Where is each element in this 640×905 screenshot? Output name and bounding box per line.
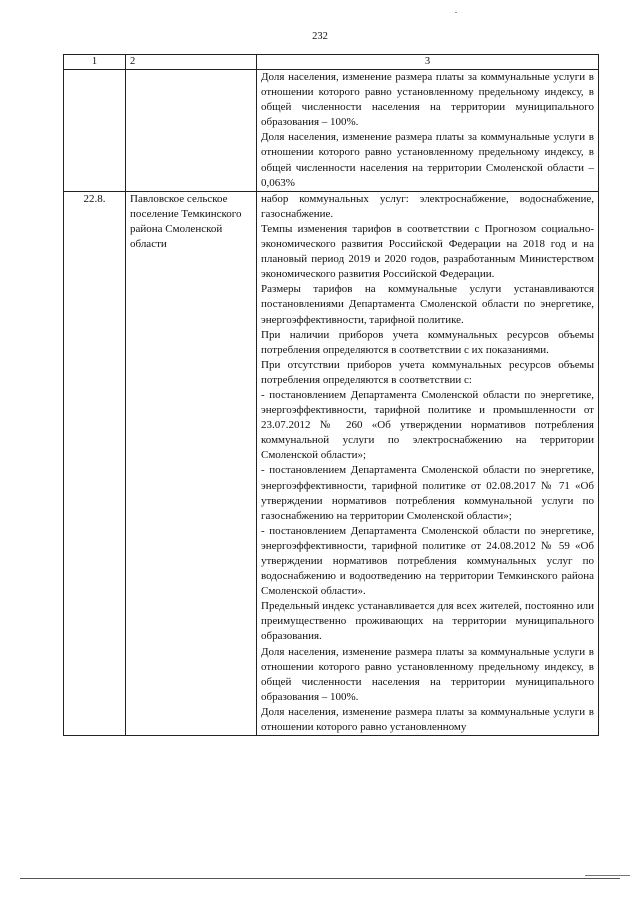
paragraph: набор коммунальных услуг: электроснабжение, водоснабжение, газоснабжение. — [261, 192, 594, 220]
scan-edge-line-right — [585, 875, 630, 876]
paragraph: Предельный индекс устанавливается для всех жителей, постоянно или преимущественно проживающих на территории муниципального образования. — [261, 600, 594, 643]
table-header-row — [64, 55, 599, 70]
column-header-2: 2 — [126, 55, 257, 70]
settlement-cell: Павловское сельское поселение Темкинского района Смоленской области — [126, 191, 257, 735]
document-table — [63, 54, 599, 736]
paragraph: Доля населения, изменение размера платы за коммунальные услуги в отношении которого равно установленному предельному индексу, в общей численности населения на территории муниципального образования – 100%. — [261, 645, 594, 703]
column-header-3: 3 — [257, 55, 599, 70]
table-row-continued — [64, 70, 599, 192]
column-header-1: 1 — [64, 55, 126, 70]
description-cell — [257, 191, 599, 735]
paragraph: Доля населения, изменение размера платы за коммунальные услуги в отношении которого равно установленному предельному индексу, в общей численности населения на территории муниципального образования – 100%. — [261, 71, 594, 129]
row-number-cell: 22.8. — [64, 191, 126, 735]
paragraph: При отсутствии приборов учета коммунальных ресурсов объемы потребления определяются в соответствии с: — [261, 358, 594, 386]
paragraph: Размеры тарифов на коммунальные услуги устанавливаются постановлениями Департамента Смоленской области по энергетике, энергоэффективности, тарифной политике. — [261, 283, 594, 326]
paragraph: - постановлением Департамента Смоленской области по энергетике, энергоэффективности, тарифной политике и промышленности от 23.07.2012 № 260 «Об утверждении нормативов потребления коммунальной услуги по электроснабжению на территории Смоленской области»; — [261, 388, 594, 462]
paragraph: Доля населения, изменение размера платы за коммунальные услуги в отношении которого равно установленному предельному индексу, в общей численности населения на территории Смоленской области – 0,063% — [261, 131, 594, 189]
paragraph: При наличии приборов учета коммунальных ресурсов объемы потребления определяются в соответствии с их показаниями. — [261, 328, 594, 356]
paragraph: - постановлением Департамента Смоленской области по энергетике, энергоэффективности, тарифной политике от 24.08.2012 № 59 «Об утверждении нормативов потребления коммунальных услуг по водоснабжению и водоотведению на территории Темкинского района Смоленской области». — [261, 524, 594, 598]
page-number: 232 — [312, 31, 328, 42]
paragraph: Доля населения, изменение размера платы за коммунальные услуги в отношении которого равно установленному — [261, 705, 594, 734]
table-row-22-8 — [64, 191, 599, 735]
paragraph: - постановлением Департамента Смоленской области по энергетике, энергоэффективности, тарифной политике от 02.08.2017 № 71 «Об утверждении нормативов потребления коммунальной услуги по газоснабжению на территории Смоленской области»; — [261, 464, 594, 522]
scan-speck — [455, 12, 457, 13]
scan-edge-line — [20, 878, 620, 879]
paragraph: Темпы изменения тарифов в соответствии с Прогнозом социально-экономического развития Российской Федерации на 2018 год и на плановый период 2019 и 2020 годов, разработанным Министерством экономического развития Российской Федерации. — [261, 222, 594, 281]
settlement-cell — [126, 70, 257, 192]
row-number-cell — [64, 70, 126, 192]
description-cell — [257, 70, 599, 192]
